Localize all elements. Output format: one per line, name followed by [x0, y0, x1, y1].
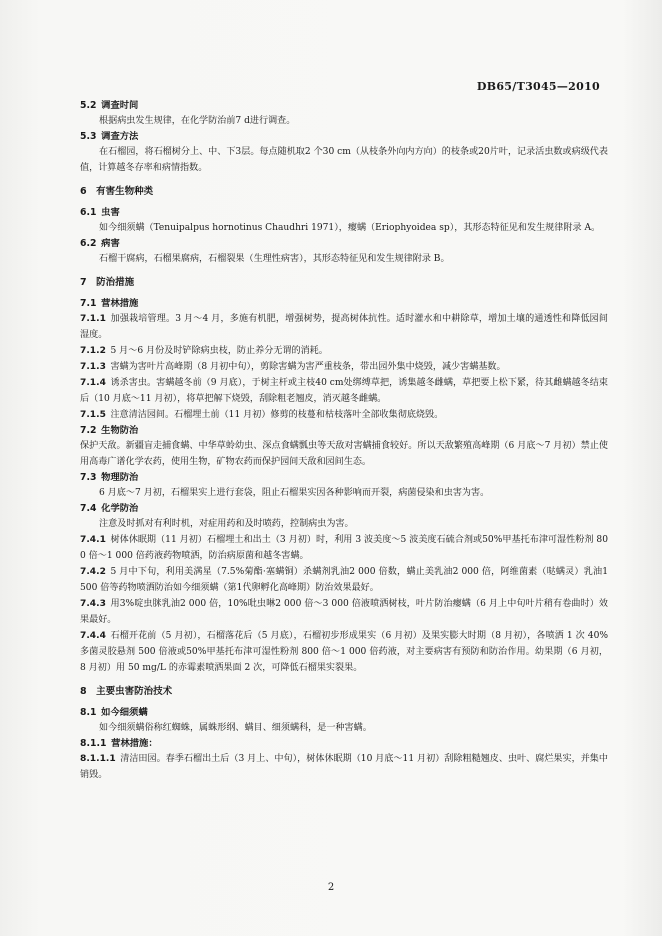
numbered-clause — [80, 628, 608, 676]
heading-number: 7 — [80, 277, 87, 288]
clause-text: 害螨为害叶片高峰期（8 月初中旬），剪除害螨为害严重枝条，带出园外集中烧毁，减少害螨基数。 — [110, 362, 506, 372]
subsection-heading — [80, 705, 608, 720]
heading-number: 7.1 — [80, 298, 97, 309]
heading-title: 生物防治 — [101, 425, 139, 436]
heading-number: 7.4 — [80, 503, 97, 514]
section-heading — [80, 275, 608, 290]
paragraph: 在石榴园，将石榴树分上、中、下3层。每点随机取2 个30 cm（从枝条外向内方向）的枝条或20片叶，记录活虫数或病级代表值，计算越冬存率和病情指数。 — [80, 147, 608, 173]
clause-text: 石榴开花前（5 月初），石榴落花后（5 月底），石榴初步形成果实（6 月初）及果实膨大时期（8 月初），各喷洒 1 次 40%多菌灵胶悬剂 500 倍液或50%甲基托布津可湿性粉剂 800 倍～1 000 倍药液，对主要病害有预防和防治作用。幼果期（6 月初，8 月初）用 50 mg/L 的赤霉素喷洒果面 2 次，可降低石榴果实裂果。 — [80, 631, 608, 673]
subsection-heading — [80, 129, 608, 144]
paragraph: 石榴干腐病，石榴果腐病，石榴裂果（生理性病害），其形态特征见和发生规律附录 B。 — [99, 254, 450, 264]
numbered-clause — [80, 751, 608, 783]
heading-number: 8.1.1 — [80, 738, 107, 749]
heading-title: 防治措施 — [96, 277, 135, 288]
clause-text: 保护天敌。新疆盲走捕食螨、中华草蛉幼虫、深点食螨瓢虫等天敌对害螨捕食较好。所以天敌繁殖高峰期（6 月底～7 月初）禁止使用高毒广谱化学农药，使用生物，矿物农药而保护园间天敌和园间生态。 — [80, 441, 608, 467]
heading-number: 8 — [80, 686, 87, 697]
clause-text: 5 月～6 月份及时铲除病虫枝，防止养分无谓的消耗。 — [110, 346, 328, 356]
heading-title: 虫害 — [101, 207, 120, 218]
heading-title: 主要虫害防治技术 — [96, 686, 173, 697]
heading-number: 6.2 — [80, 238, 97, 249]
clause-number: 7.1.4 — [80, 378, 106, 388]
heading-title: 营林措施 — [101, 298, 139, 309]
heading-number: 7.3 — [80, 472, 97, 483]
numbered-clause — [80, 532, 608, 564]
clause-text: 加强栽培管理。3 月～4 月，多施有机肥，增强树势，提高树体抗性。适时灌水和中耕除草，增加土壤的通透性和降低园间湿度。 — [80, 314, 608, 340]
heading-title: 如今细须螨 — [101, 707, 148, 718]
numbered-clause — [80, 375, 608, 407]
heading-number: 6 — [80, 186, 87, 197]
clause-text: 清洁田园。春季石榴出土后（3 月上、中旬），树体休眠期（10 月底～11 月初）刮除粗糙翘皮、虫叶、腐烂果实，并集中销毁。 — [80, 754, 608, 780]
numbered-clause — [80, 438, 608, 470]
numbered-clause — [80, 343, 608, 359]
paragraph: 注意及时抓对有利时机，对症用药和及时喷药，控制病虫为害。 — [99, 519, 354, 529]
heading-number: 8.1 — [80, 707, 97, 718]
clause-text: 5 月中下旬，利用美满星（7.5%菊酯·塞螨铜）杀螨剂乳油2 000 倍数，螨止美乳油2 000 倍，阿维菌素（哒螨灵）乳油1 500 倍等药物喷洒防治如今细须螨（第1代卵孵化高峰期）防治效果最好。 — [80, 567, 608, 593]
heading-number: 7.2 — [80, 425, 97, 436]
clause-text: 树体休眠期（11 月初）石榴埋土和出土（3 月初）时，利用 3 波美度～5 波美度石硫合剂或50%甲基托布津可湿性粉剂 800 倍～1 000 倍药液药物喷洒，防治病原菌和越冬害螨。 — [80, 535, 608, 561]
subsection-heading — [80, 470, 608, 485]
numbered-clause — [80, 359, 608, 375]
clause-text: 注意清洁园间。石榴埋土前（11 月初）修剪的枝蔓和枯枝落叶全部收集彻底烧毁。 — [110, 410, 444, 420]
subsection-heading — [80, 205, 608, 220]
subsection-heading — [80, 736, 608, 751]
paragraph: 如今细须螨（Tenuipalpus hornotinus Chaudhri 1971），瘿螨（Eriophyoidea sp），其形态特征见和发生规律附录 A。 — [99, 223, 601, 233]
clause-number: 8.1.1.1 — [80, 754, 116, 764]
document-body — [80, 98, 608, 783]
numbered-clause — [80, 311, 608, 343]
paragraph: 6 月底～7 月初，石榴果实上进行套袋，阻止石榴果实因各种影响而开裂，病菌侵染和虫害为害。 — [99, 488, 490, 498]
clause-number: 7.4.1 — [80, 535, 106, 545]
section-heading — [80, 684, 608, 699]
subsection-heading — [80, 501, 608, 516]
paragraph: 根据病虫发生规律，在化学防治前7 d进行调查。 — [99, 116, 296, 126]
heading-title: 调查方法 — [101, 131, 139, 142]
clause-number: 7.4.2 — [80, 567, 106, 577]
heading-title: 化学防治 — [101, 503, 139, 514]
subsection-heading — [80, 296, 608, 311]
numbered-clause — [80, 596, 608, 628]
subsection-heading — [80, 98, 608, 113]
clause-text: 用3%啶虫脒乳油2 000 倍，10%吡虫啉2 000 倍～3 000 倍液喷洒树枝，叶片防治瘿螨（6 月上中旬叶片稍有卷曲时）效果最好。 — [80, 599, 608, 625]
paragraph: 如今细须螨俗称红蜘蛛，属蛛形纲、螨目、细须螨科，是一种害螨。 — [99, 723, 372, 733]
heading-title: 物理防治 — [101, 472, 139, 483]
heading-number: 6.1 — [80, 207, 97, 218]
clause-text: 诱杀害虫。害螨越冬前（9 月底），于树主杆或主枝40 cm处绑缚草把，诱集越冬雌螨，草把要上松下紧，待其雌螨越冬结束后（10 月底～11 月初），将草把解下烧毁，刮除粗老翘皮，消灭越冬雌螨。 — [80, 378, 608, 404]
page-number: 2 — [327, 882, 335, 893]
numbered-clause — [80, 407, 608, 423]
heading-title: 调查时间 — [101, 100, 139, 111]
heading-title: 病害 — [101, 238, 120, 249]
clause-number: 7.4.4 — [80, 631, 106, 641]
clause-number: 7.1.5 — [80, 410, 106, 420]
subsection-heading — [80, 236, 608, 251]
heading-number: 5.3 — [80, 131, 97, 142]
heading-title: 营林措施： — [111, 738, 158, 749]
heading-title: 有害生物种类 — [96, 186, 154, 197]
document-id: DB65/T3045—2010 — [476, 80, 600, 93]
heading-number: 5.2 — [80, 100, 97, 111]
subsection-heading — [80, 423, 608, 438]
clause-number: 7.1.3 — [80, 362, 106, 372]
clause-number: 7.4.3 — [80, 599, 106, 609]
numbered-clause — [80, 564, 608, 596]
clause-number: 7.1.2 — [80, 346, 106, 356]
section-heading — [80, 184, 608, 199]
clause-number: 7.1.1 — [80, 314, 106, 324]
